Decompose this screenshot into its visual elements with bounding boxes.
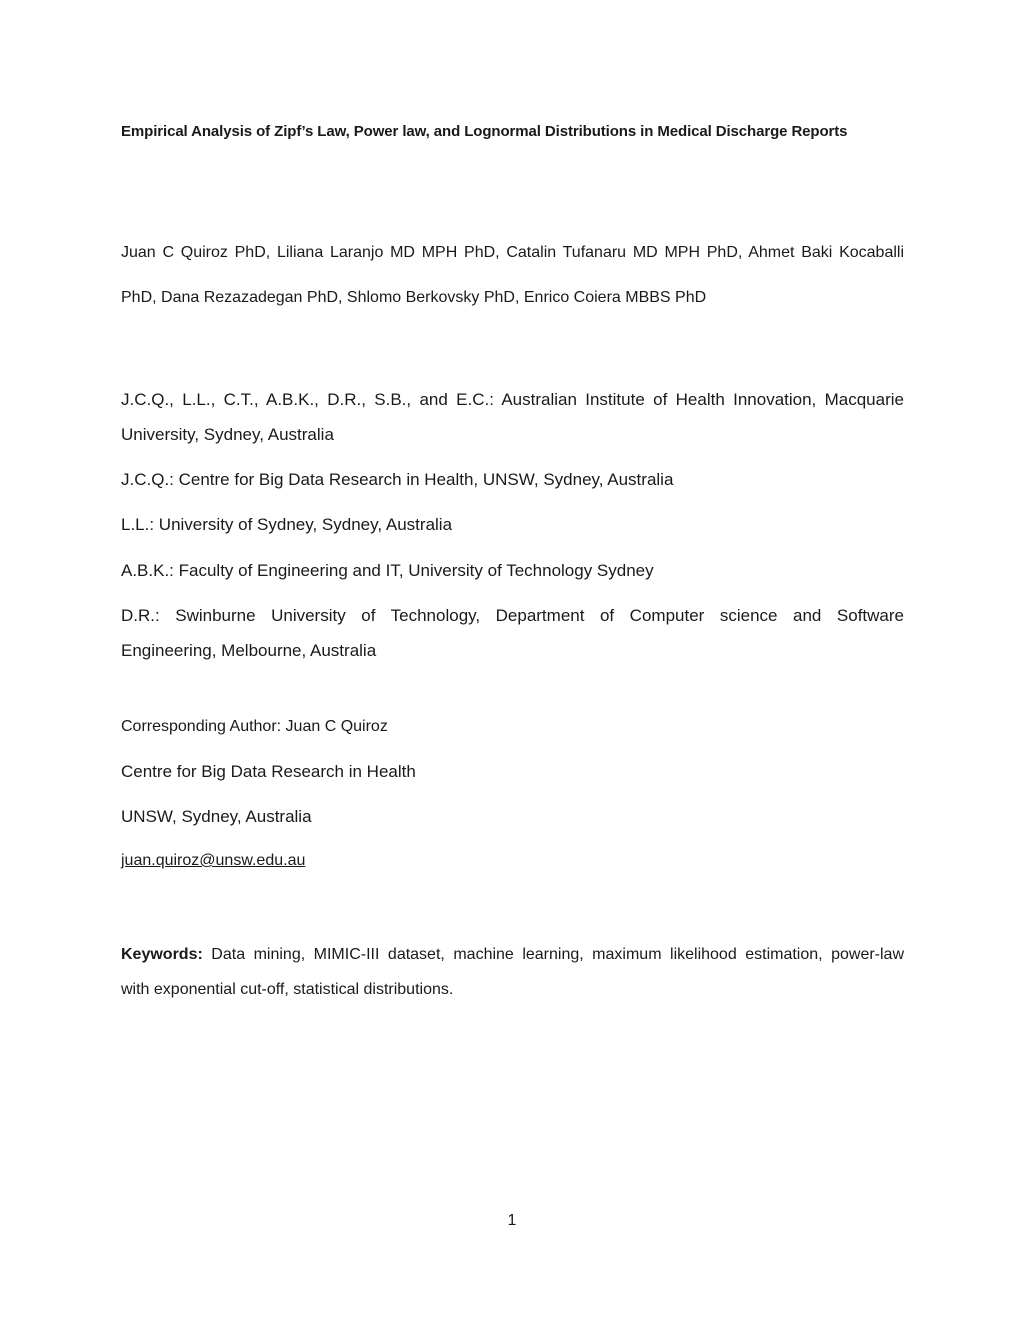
affiliation-5-line-2: Engineering, Melbourne, Australia	[121, 641, 377, 660]
affiliation-3-text: L.L.: University of Sydney, Sydney, Australia	[121, 515, 453, 534]
page-number: 1	[507, 1212, 517, 1229]
affiliation-1-line-2: University, Sydney, Australia	[121, 425, 334, 444]
author-line-1: Juan C Quiroz PhD, Liliana Laranjo MD MPH PhD, Catalin Tufanaru MD MPH PhD, Ahmet Baki Kocaballi	[121, 244, 904, 261]
keywords-section	[121, 937, 904, 1007]
corresponding-email-link[interactable]: juan.quiroz@unsw.edu.au	[121, 852, 306, 869]
keywords-label: Keywords:	[121, 946, 203, 963]
keywords-text-1: Data mining, MIMIC-III dataset, machine learning, maximum likelihood estimation, power-law	[202, 946, 904, 963]
author-line-2: PhD, Dana Rezazadegan PhD, Shlomo Berkovsky PhD, Enrico Coiera MBBS PhD	[121, 289, 707, 306]
affiliation-4-text: A.B.K.: Faculty of Engineering and IT, University of Technology Sydney	[121, 561, 654, 580]
affiliation-5-line-1: D.R.: Swinburne University of Technology, Department of Computer science and Software	[121, 606, 904, 625]
corresponding-author-label: Corresponding Author: Juan C Quiroz	[121, 718, 388, 735]
affiliation-3	[121, 507, 904, 542]
affiliation-2-text: J.C.Q.: Centre for Big Data Research in Health, UNSW, Sydney, Australia	[121, 470, 674, 489]
affiliation-5	[121, 598, 904, 668]
author-list	[121, 230, 904, 320]
keywords-line-2: with exponential cut-off, statistical distributions.	[121, 981, 454, 998]
affiliation-4	[121, 553, 904, 588]
affiliation-1-line-1: J.C.Q., L.L., C.T., A.B.K., D.R., S.B., and E.C.: Australian Institute of Health Innovation, Macquarie	[121, 390, 904, 409]
affiliation-2	[121, 462, 904, 497]
affiliation-1	[121, 382, 904, 452]
corresponding-org: Centre for Big Data Research in Health	[121, 762, 416, 781]
corresponding-location: UNSW, Sydney, Australia	[121, 807, 312, 826]
paper-title: Empirical Analysis of Zipf’s Law, Power law, and Lognormal Distributions in Medical Discharge Reports	[121, 123, 848, 140]
keywords-line-1	[121, 937, 904, 972]
